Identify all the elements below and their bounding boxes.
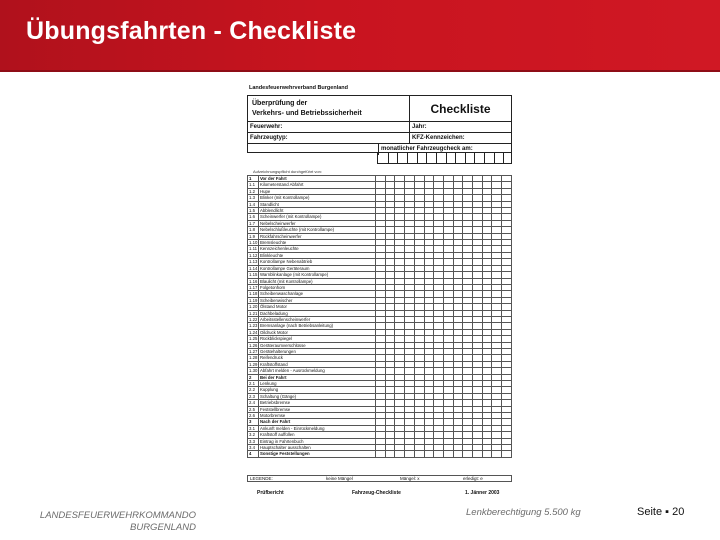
footer-license-note: Lenkberechtigung 5.500 kg xyxy=(466,507,581,518)
column-divider xyxy=(407,153,408,163)
item-label: Gerätehalterungen xyxy=(259,348,376,354)
check-cell xyxy=(405,451,415,457)
item-label: Dachbeladung xyxy=(259,310,376,316)
item-number: 1.23 xyxy=(249,323,258,329)
check-cell xyxy=(473,451,483,457)
header-title-line1: Überprüfung der xyxy=(252,100,308,107)
sheet-header-title xyxy=(248,96,410,122)
check-cell xyxy=(482,451,492,457)
item-number: 3.3 xyxy=(248,438,259,444)
item-label: Kupplung xyxy=(259,387,376,393)
checklist-table xyxy=(247,175,512,458)
year-field: Jahr: xyxy=(410,122,511,133)
check-cell xyxy=(443,451,453,457)
item-number: 1.12 xyxy=(249,252,258,258)
item-number: 3.1 xyxy=(248,425,259,431)
item-number: 1.26 xyxy=(249,342,258,348)
item-number: 1.6 xyxy=(248,214,259,220)
item-number: 3 xyxy=(248,419,259,425)
fire-brigade-field: Feuerwehr: xyxy=(248,122,410,133)
footer-organization xyxy=(30,510,196,534)
legend-row xyxy=(247,475,512,482)
item-label: Standlicht xyxy=(259,201,376,207)
item-number: 1.22 xyxy=(249,316,258,322)
column-divider xyxy=(474,153,475,163)
item-number: 2.6 xyxy=(248,413,259,419)
item-label: Bremsanlage (nach Betriebsanleitung) xyxy=(259,323,376,329)
check-cell xyxy=(414,451,424,457)
footer-org-line2: BURGENLAND xyxy=(130,522,196,533)
item-label: Blinker (mit Kontrollampe) xyxy=(259,195,376,201)
item-label: Abfahrt melden - Ausrückmeldung xyxy=(259,368,376,374)
checklist-row xyxy=(248,451,512,457)
column-divider xyxy=(455,153,456,163)
item-label: Rückfahrscheinwerfer xyxy=(259,233,376,239)
monthly-check-field: monatlicher Fahrzeugcheck am: xyxy=(378,144,511,155)
item-label: Hauptschalter ausschalten xyxy=(259,445,376,451)
item-number: 1.16 xyxy=(249,278,258,284)
item-number: 1.14 xyxy=(249,265,258,271)
item-number: 2.5 xyxy=(248,406,259,412)
item-label: Vor der Fahrt xyxy=(259,176,376,182)
item-label: Kennzeichenleuchte xyxy=(259,246,376,252)
item-number: 1.2 xyxy=(248,188,259,194)
item-number: 1.10 xyxy=(249,240,258,246)
item-label: Rückblickspiegel xyxy=(259,336,376,342)
column-divider xyxy=(417,153,418,163)
item-number: 1.13 xyxy=(249,259,258,265)
check-cell xyxy=(502,451,512,457)
column-divider xyxy=(388,153,389,163)
column-divider xyxy=(397,153,398,163)
slide-title: Übungsfahrten - Checkliste xyxy=(26,17,357,45)
item-label: Hupe xyxy=(259,188,376,194)
sheet-header xyxy=(247,95,512,153)
item-number: 2.2 xyxy=(248,387,259,393)
item-label: Folgetonhorn xyxy=(259,284,376,290)
column-divider xyxy=(494,153,495,163)
legend-done: erledigt: e xyxy=(463,476,483,481)
item-number: 1.17 xyxy=(249,284,258,290)
item-label: Motorbremse xyxy=(259,413,376,419)
item-label: Nach der Fahrt xyxy=(259,419,376,425)
check-cell xyxy=(453,451,463,457)
item-number: 1.30 xyxy=(249,368,258,374)
legend-no-defects: keine Mängel xyxy=(326,476,353,481)
check-cell xyxy=(463,451,473,457)
item-label: Sonstige Feststellungen xyxy=(259,451,376,457)
item-label: Ölstand Motor xyxy=(259,304,376,310)
check-cell xyxy=(395,451,405,457)
item-label: Scheinwerfer (mit Kontrollampe) xyxy=(259,214,376,220)
item-label: Betriebsbremse xyxy=(259,400,376,406)
item-label: Nebelscheinwerfer xyxy=(259,220,376,226)
item-label: Schaltung (Gänge) xyxy=(259,393,376,399)
item-number: 1.15 xyxy=(249,272,258,278)
column-divider xyxy=(436,153,437,163)
item-number: 1.4 xyxy=(248,201,259,207)
item-label: Kilometerstand Abfahrt xyxy=(259,182,376,188)
item-label: Geräteraumverschlüsse xyxy=(259,342,376,348)
column-divider xyxy=(446,153,447,163)
column-divider xyxy=(503,153,504,163)
item-number: 1.19 xyxy=(249,297,258,303)
item-number: 4 xyxy=(248,451,259,457)
item-number: 1.21 xyxy=(249,310,258,316)
item-number: 1.25 xyxy=(249,336,258,342)
item-number: 3.2 xyxy=(248,432,259,438)
item-number: 1.27 xyxy=(249,348,258,354)
footer-org-line1: LANDESFEUERWEHRKOMMANDO xyxy=(39,510,196,521)
item-label: Bei der Fahrt xyxy=(259,374,376,380)
item-number: 1.8 xyxy=(248,227,259,233)
item-number: 1.20 xyxy=(249,304,258,310)
item-label: Lenkung xyxy=(259,381,376,387)
item-label: Ankunft melden - Einrückmeldung xyxy=(259,425,376,431)
legend-defects: Mängel: x xyxy=(400,476,420,481)
item-label: Kraftstoff auffüllen xyxy=(259,432,376,438)
item-number: 2.1 xyxy=(248,381,259,387)
item-number: 1.9 xyxy=(248,233,259,239)
item-label: Feststellbremse xyxy=(259,406,376,412)
item-label: Scheibenwaschanlage xyxy=(259,291,376,297)
column-divider xyxy=(465,153,466,163)
sheet-footer-name: Fahrzeug-Checkliste xyxy=(352,490,401,496)
item-label: Eintrag in Fahrtenbuch xyxy=(259,438,376,444)
item-number: 1.7 xyxy=(248,220,259,226)
item-label: Kontrollampe Nebenabtrieb xyxy=(259,259,376,265)
checklist-label: Checkliste xyxy=(410,96,511,122)
legend-label: LEGENDE: xyxy=(250,476,273,481)
item-number: 1.29 xyxy=(249,361,258,367)
item-label: Scheibenwischer xyxy=(259,297,376,303)
sheet-footer-date: 1. Jänner 2003 xyxy=(465,490,500,496)
column-divider xyxy=(484,153,485,163)
item-label: Kraftstoffstand xyxy=(259,361,376,367)
check-cell xyxy=(434,451,444,457)
item-number: 2.3 xyxy=(248,393,259,399)
item-label: Bremsleuchte xyxy=(259,240,376,246)
item-label: Kontrollampe Geräteraum xyxy=(259,265,376,271)
item-label: Reifendruck xyxy=(259,355,376,361)
item-label: Nebelschlußleuchte (mit Kontrollampe) xyxy=(259,227,376,233)
column-divider xyxy=(426,153,427,163)
item-number: 1.28 xyxy=(249,355,258,361)
item-label: Abblendlicht xyxy=(259,208,376,214)
title-bar xyxy=(0,0,720,72)
item-number: 1.3 xyxy=(248,195,259,201)
check-cell xyxy=(376,451,386,457)
check-cell xyxy=(424,451,434,457)
date-columns-header xyxy=(377,153,512,164)
header-title-line2: Verkehrs- und Betriebssicherheit xyxy=(252,109,362,117)
plate-field: KFZ-Kennzeichen: xyxy=(410,133,511,144)
item-label: Arbeitsstellenscheinwerfer xyxy=(259,316,376,322)
item-number: 1.24 xyxy=(249,329,258,335)
item-number: 1 xyxy=(248,176,259,182)
item-number: 1.1 xyxy=(248,182,259,188)
sheet-sub-header: Aufzeichnungspflicht durchgeführt von: xyxy=(253,169,322,174)
item-number: 2.4 xyxy=(248,400,259,406)
item-number: 2 xyxy=(248,374,259,380)
item-number: 1.11 xyxy=(249,246,258,252)
check-cell xyxy=(385,451,395,457)
sheet-organization: Landesfeuerwehrverband Burgenland xyxy=(249,85,349,91)
item-number: 1.18 xyxy=(249,291,258,297)
item-number: 3.4 xyxy=(248,445,259,451)
item-label: Oildruck Motor xyxy=(259,329,376,335)
checklist-sheet xyxy=(247,85,512,500)
item-label: Blaulicht (mit Kontrollampe) xyxy=(259,278,376,284)
page-number: Seite ▪ 20 xyxy=(637,506,685,518)
item-label: Blinkleuchte xyxy=(259,252,376,258)
item-number: 1.5 xyxy=(248,208,259,214)
check-cell xyxy=(492,451,502,457)
vehicle-type-field: Fahrzeugtyp: xyxy=(248,133,410,144)
sheet-footer-form: Prüfbericht xyxy=(257,490,284,496)
item-label: Warnblinkanlage (mit Kontrollampe) xyxy=(259,272,376,278)
